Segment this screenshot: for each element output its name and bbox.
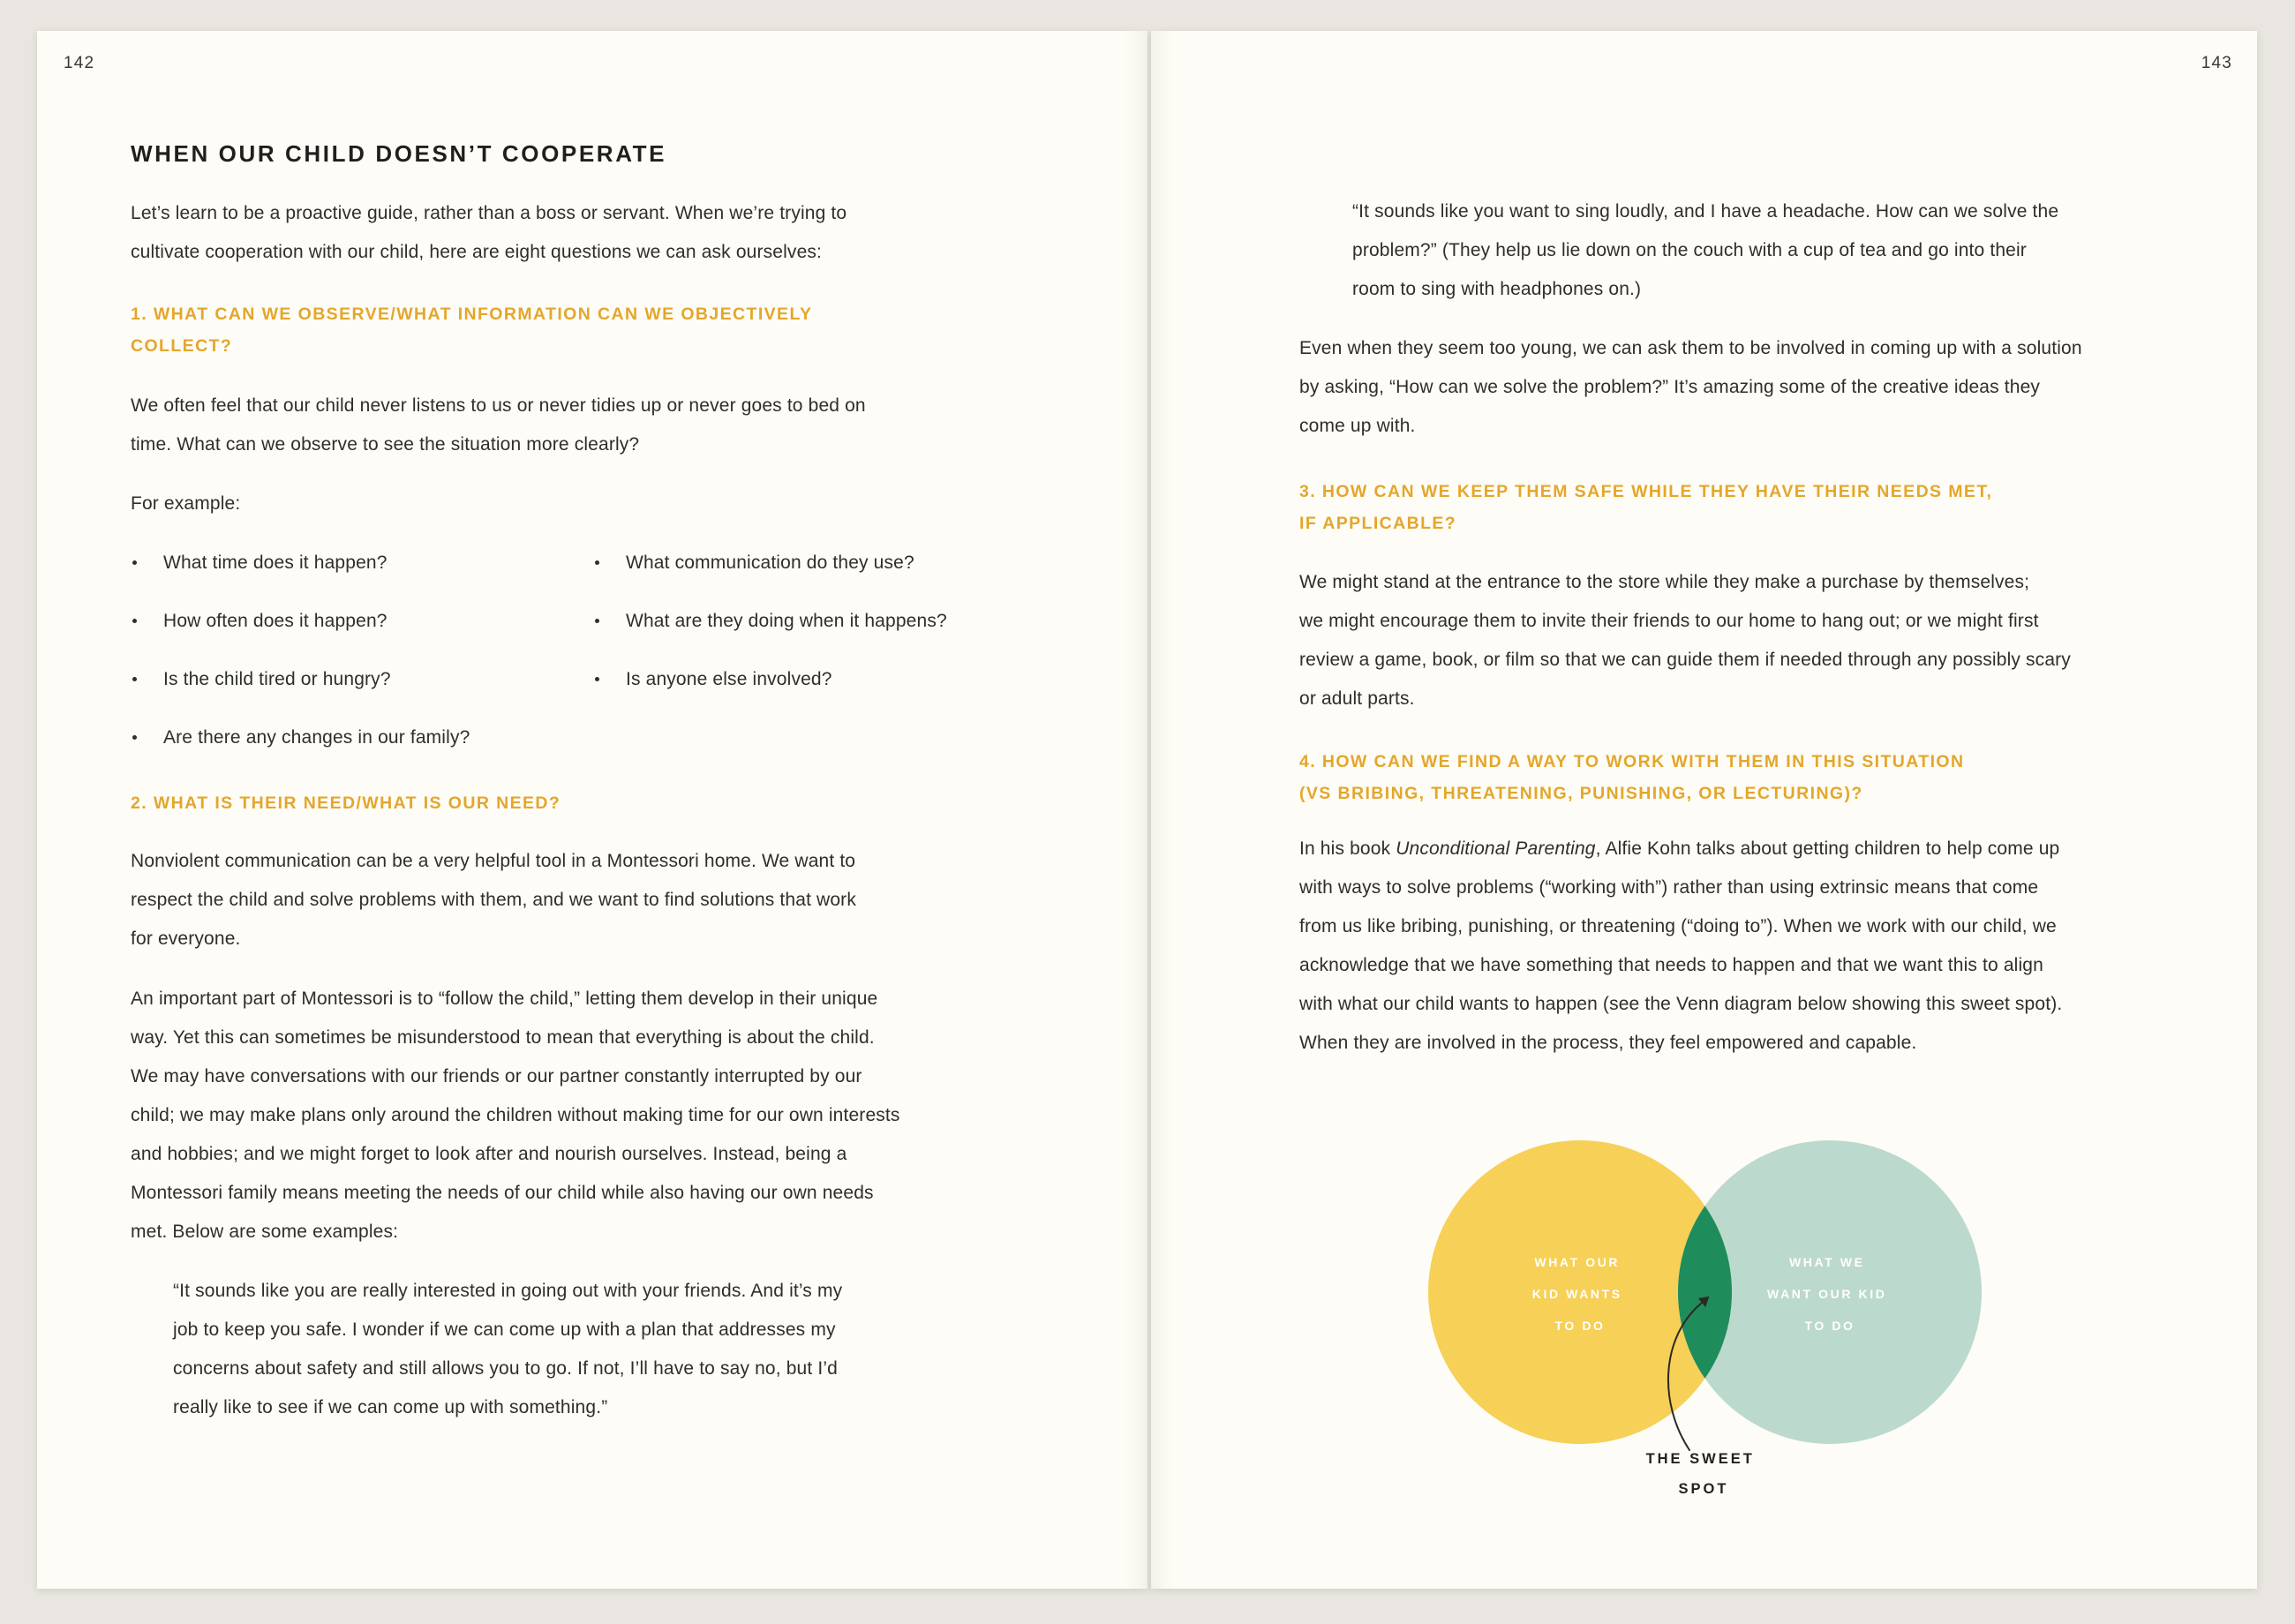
bullet-dot-icon [132, 735, 137, 740]
bullet-item [593, 544, 1052, 583]
sweet-spot-label: THE SWEET SPOT [1645, 1451, 1755, 1497]
text-line: “It sounds like you are really interested in going out with your friends. And it’s my [173, 1281, 843, 1301]
bullet-text: Is the child tired or hungry? [163, 669, 391, 689]
text-line: and hobbies; and we might forget to look after and nourish ourselves. Instead, being a [131, 1144, 847, 1164]
bullet-dot-icon [132, 619, 137, 623]
text-line: We might stand at the entrance to the store while they make a purchase by themselves; [1299, 572, 2030, 592]
text-line: from us like bribing, punishing, or threatening (“doing to”). When we work with our child, we [1299, 916, 2057, 936]
text-line: by asking, “How can we solve the problem?” It’s amazing some of the creative ideas they [1299, 377, 2041, 397]
text-line: We often feel that our child never listens to us or never tidies up or never goes to bed on [131, 395, 866, 416]
text-line: time. What can we observe to see the situation more clearly? [131, 434, 640, 455]
text-line: respect the child and solve problems with them, and we want to find solutions that work [131, 890, 856, 910]
text-line: 4. HOW CAN WE FIND A WAY TO WORK WITH THEM IN THIS SITUATION [1299, 752, 1965, 771]
section-2-paragraph-1 [131, 842, 856, 959]
solution-paragraph [1299, 329, 2082, 446]
section-3-heading [1299, 476, 1992, 539]
text-line: (VS BRIBING, THREATENING, PUNISHING, OR LECTURING)? [1299, 784, 1863, 803]
bullet-text: What are they doing when it happens? [626, 611, 947, 631]
bullet-item [593, 602, 1052, 641]
section-3-paragraph [1299, 563, 2071, 718]
bullet-text: How often does it happen? [163, 611, 388, 631]
bullet-dot-icon [595, 677, 599, 681]
example-quote-left [173, 1272, 842, 1427]
text-line: IF APPLICABLE? [1299, 514, 1457, 533]
bullet-text: What communication do they use? [626, 553, 914, 573]
text-line: we might encourage them to invite their friends to our home to hang out; or we might first [1299, 611, 2039, 631]
bullet-item [131, 660, 590, 699]
text-line: COLLECT? [131, 336, 233, 356]
chapter-title: WHEN OUR CHILD DOESN’T COOPERATE [131, 140, 667, 167]
text-line: We may have conversations with our friends or our partner constantly interrupted by our [131, 1066, 862, 1086]
text-line: with what our child wants to happen (see the Venn diagram below showing this sweet spot). [1299, 994, 2063, 1014]
venn-left-circle-label: WHAT OUR KID WANTS TO DO [1531, 1255, 1622, 1333]
venn-diagram [1398, 1125, 2016, 1540]
text-line: job to keep you safe. I wonder if we can come up with a plan that addresses my [173, 1320, 836, 1340]
bullet-item [131, 718, 590, 757]
bullet-dot-icon [595, 560, 599, 565]
section-1-heading [131, 298, 812, 362]
text-line: really like to see if we can come up with something.” [173, 1397, 608, 1417]
section-1-paragraph [131, 387, 866, 464]
text-line: met. Below are some examples: [131, 1222, 399, 1242]
text-line: 1. WHAT CAN WE OBSERVE/WHAT INFORMATION CAN WE OBJECTIVELY [131, 304, 813, 324]
bullet-item [131, 602, 590, 641]
text-line: or adult parts. [1299, 688, 1415, 709]
bullet-dot-icon [132, 560, 137, 565]
text-line: 3. HOW CAN WE KEEP THEM SAFE WHILE THEY HAVE THEIR NEEDS MET, [1299, 482, 1993, 501]
text-line: Montessori family means meeting the needs of our child while also having our own needs [131, 1183, 874, 1203]
text-line: Even when they seem too young, we can ask them to be involved in coming up with a solution [1299, 338, 2082, 358]
bullet-dot-icon [595, 619, 599, 623]
text-line: acknowledge that we have something that needs to happen and that we want this to align [1299, 955, 2043, 975]
bullet-text: Are there any changes in our family? [163, 727, 470, 748]
bullet-item [593, 660, 1052, 699]
section-2-paragraph-2 [131, 980, 900, 1252]
text-line: Nonviolent communication can be a very helpful tool in a Montessori home. We want to [131, 851, 856, 871]
section-4-paragraph [1299, 830, 2062, 1063]
for-example-label [131, 485, 240, 523]
text-line: room to sing with headphones on.) [1352, 279, 1642, 299]
text-line: concerns about safety and still allows you to go. If not, I’ll have to say no, but I’d [173, 1358, 838, 1379]
text-line: child; we may make plans only around the children without making time for our own interests [131, 1105, 900, 1125]
text-line: problem?” (They help us lie down on the couch with a cup of tea and go into their [1352, 240, 2027, 260]
page-left [37, 31, 1148, 1589]
text-line: “It sounds like you want to sing loudly, and I have a headache. How can we solve the [1352, 201, 2059, 222]
observation-bullets-column-2 [593, 544, 1052, 718]
text-line: Let’s learn to be a proactive guide, rather than a boss or servant. When we’re trying to [131, 203, 847, 223]
page-number-right: 143 [2201, 54, 2232, 72]
intro-paragraph [131, 194, 847, 272]
bullet-text: Is anyone else involved? [626, 669, 832, 689]
text-line: come up with. [1299, 416, 1416, 436]
text-line: cultivate cooperation with our child, here are eight questions we can ask ourselves: [131, 242, 823, 262]
text-line: review a game, book, or film so that we can guide them if needed through any possibly scary [1299, 650, 2071, 670]
text-line: 2. WHAT IS THEIR NEED/WHAT IS OUR NEED? [131, 793, 561, 813]
example-quote-right [1352, 192, 2058, 309]
bullet-text: What time does it happen? [163, 553, 388, 573]
text-line: For example: [131, 493, 241, 514]
text-line: In his book Unconditional Parenting, Alfie Kohn talks about getting children to help come up [1299, 838, 2060, 859]
text-line: with ways to solve problems (“working with”) rather than using extrinsic means that come [1299, 877, 2039, 898]
venn-right-circle-label: WHAT WE WANT OUR KID TO DO [1767, 1255, 1887, 1333]
observation-bullets-column-1 [131, 544, 590, 777]
section-4-heading [1299, 746, 1964, 809]
section-2-heading [131, 787, 561, 819]
text-line: An important part of Montessori is to “follow the child,” letting them develop in their unique [131, 989, 878, 1009]
text-line: When they are involved in the process, they feel empowered and capable. [1299, 1033, 1917, 1053]
bullet-dot-icon [132, 677, 137, 681]
text-line: way. Yet this can sometimes be misunderstood to mean that everything is about the child. [131, 1027, 875, 1048]
page-number-left: 142 [64, 54, 95, 72]
page-right [1151, 31, 2257, 1589]
bullet-item [131, 544, 590, 583]
text-line: for everyone. [131, 929, 241, 949]
